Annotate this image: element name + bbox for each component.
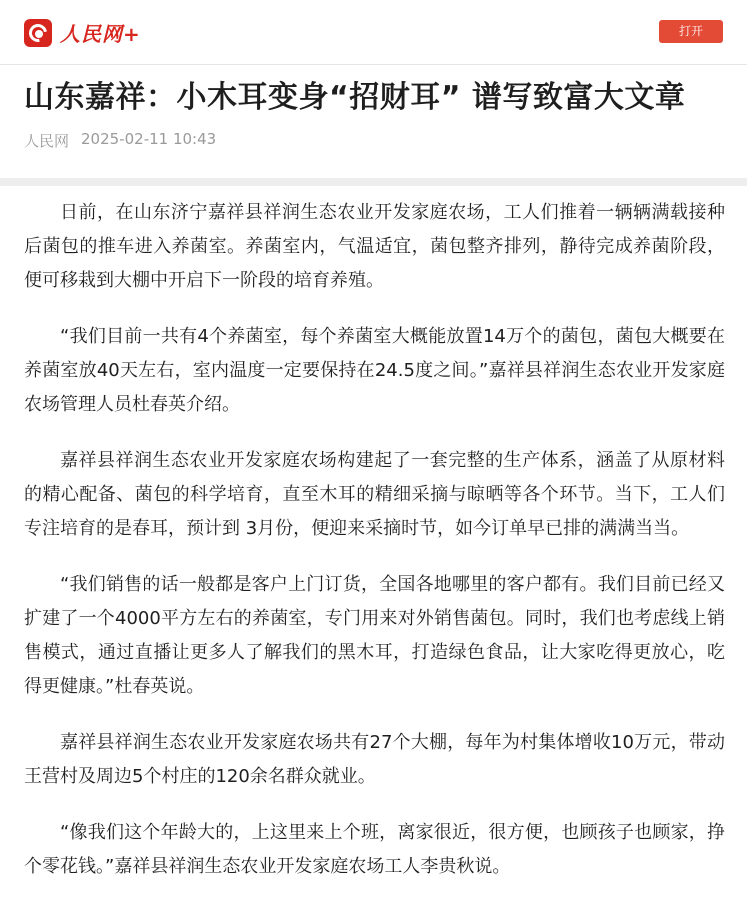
article-paragraph: “我们目前一共有4个养菌室，每个养菌室大概能放置14万个的菌包，菌包大概要在养菌室放40天左右，室内温度一定要保持在24.5度之间。”嘉祥县祥润生态农业开发家庭农场管理人员杜春英介绍。 xyxy=(24,326,725,415)
open-app-button[interactable]: 打开 xyxy=(659,20,723,43)
top-bar xyxy=(0,0,747,65)
logo-text: 人民网+ xyxy=(60,22,141,46)
site-logo[interactable] xyxy=(24,18,141,47)
article-meta xyxy=(24,130,216,151)
article-paragraph: 嘉祥县祥润生态农业开发家庭农场构建起了一套完整的生产体系，涵盖了从原材料的精心配备、菌包的科学培育，直至木耳的精细采摘与晾晒等各个环节。当下，工人们专注培育的是春耳，预计到 3月份，便迎来采摘时节，如今订单早已排的满满当当。 xyxy=(24,450,725,539)
article-date: 2025-02-11 10:43 xyxy=(81,130,217,148)
article-paragraph: 日前，在山东济宁嘉祥县祥润生态农业开发家庭农场，工人们推着一辆辆满载接种后菌包的推车进入养菌室。养菌室内，气温适宜，菌包整齐排列，静待完成养菌阶段，便可移栽到大棚中开启下一阶段的培育养殖。 xyxy=(24,202,725,291)
article-title: 山东嘉祥：小木耳变身“招财耳” 谱写致富大文章 xyxy=(24,80,686,115)
article-paragraph: 嘉祥县祥润生态农业开发家庭农场共有27个大棚，每年为村集体增收10万元，带动王营村及周边5个村庄的120余名群众就业。 xyxy=(24,732,725,787)
article-body xyxy=(24,196,725,906)
section-divider xyxy=(0,178,747,186)
people-daily-logo-icon xyxy=(24,19,52,47)
article-paragraph: “像我们这个年龄大的，上这里来上个班，离家很近，很方便，也顾孩子也顾家，挣个零花钱。”嘉祥县祥润生态农业开发家庭农场工人李贵秋说。 xyxy=(24,822,725,877)
article-source: 人民网 xyxy=(24,132,70,150)
article-paragraph: “我们销售的话一般都是客户上门订货，全国各地哪里的客户都有。我们目前已经又扩建了一个4000平方左右的养菌室，专门用来对外销售菌包。同时，我们也考虑线上销售模式，通过直播让更多人了解我们的黑木耳，打造绿色食品，让大家吃得更放心，吃得更健康。”杜春英说。 xyxy=(24,574,725,697)
